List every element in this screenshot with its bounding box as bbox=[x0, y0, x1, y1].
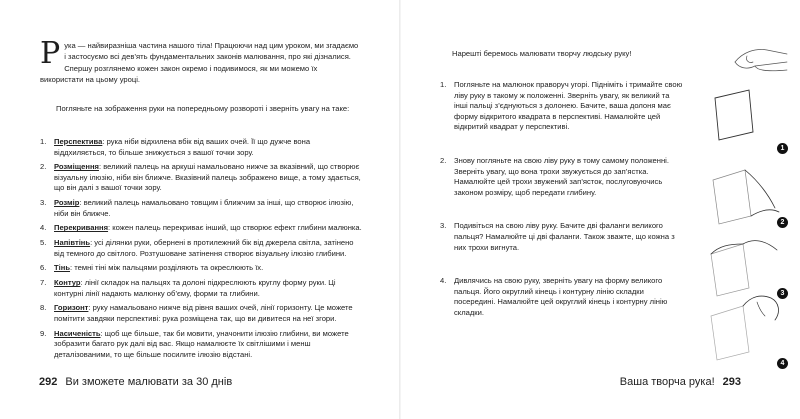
list-item bbox=[40, 162, 362, 194]
item-term: Напівтінь bbox=[54, 238, 91, 248]
step-item bbox=[440, 221, 685, 253]
list-item bbox=[40, 329, 362, 361]
item-text: : руку намальовано нижче від рівня ваших очей, лінії горизонту. Це можете помітити завдяки перспективі: рука розміщена так, що ви дивитеся на неї згори. bbox=[54, 303, 353, 323]
list-item bbox=[40, 223, 362, 234]
step-text: Погляньте на малюнок праворуч угорі. Підніміть і тримайте свою ліву руку в такому ж положенні. Зверніть увагу, як великий та інші пальці з’єднуються з долонею. Бачите, ваша долоня має форму відкритого квадрата в перспективі. Намалюйте цей відкритий квадрат у перспективі. bbox=[454, 80, 683, 132]
step-badge-2: 2 bbox=[777, 217, 788, 228]
steps-list bbox=[440, 80, 685, 319]
hand-drawing-illustration bbox=[695, 40, 795, 380]
item-number: 5. bbox=[40, 238, 47, 248]
step-item bbox=[440, 156, 685, 198]
item-text: : усі ділянки руки, обернені в протилежний бік від джерела світла, затінено від темного до світлого. Розтушоване затінення створює візуальну ілюзію глибини. bbox=[54, 238, 354, 258]
item-number: 6. bbox=[40, 263, 47, 273]
item-text: : великий палець на аркуші намальовано нижче за вказівний, що створює візуальну ілюзію, ніби він ближче. Вказівний палець зображено вище, а тому здається, що він далі з вашої точки зору. bbox=[54, 162, 361, 193]
item-number: 1. bbox=[40, 137, 47, 146]
item-text: : великий палець намальовано товщим і ближчим за інші, що створює ілюзію, ніби він ближче. bbox=[54, 198, 354, 218]
step-text: Подивіться на свою ліву руку. Бачите дві фаланги великого пальця? Намалюйте ці дві фаланги. Також зважте, що кожна з них трохи вигнута. bbox=[454, 221, 675, 252]
right-footer bbox=[620, 376, 741, 388]
item-text: : темні тіні між пальцями розділяють та окреслюють їх. bbox=[70, 263, 264, 273]
intro-paragraph bbox=[40, 36, 362, 86]
step-number: 3. bbox=[440, 221, 447, 231]
list-item bbox=[40, 238, 362, 259]
step-badge-1: 1 bbox=[777, 143, 788, 154]
step-badge-4: 4 bbox=[777, 358, 788, 369]
item-term: Насиченість bbox=[54, 328, 101, 338]
item-term: Розміщення bbox=[54, 162, 99, 172]
right-intro: Нарешті беремось малювати творчу людську руку! bbox=[452, 49, 632, 58]
item-number: 4. bbox=[40, 223, 47, 233]
principles-list bbox=[40, 137, 362, 365]
step-number: 4. bbox=[440, 276, 447, 286]
step-item bbox=[440, 276, 685, 318]
item-text: : щоб ще більше, так би мовити, уначонити ілюзію глибини, ви можете зобразити багато рук далі від вас. Якщо намалюєте їх світлішими і менш деталізованими, то ще більше посилите ілюзію відстані. bbox=[54, 328, 349, 359]
item-number: 2. bbox=[40, 162, 47, 172]
drop-cap: Р bbox=[40, 36, 61, 71]
step-text: Дивлячись на свою руку, зверніть увагу на форму великого пальця. Його округлий кінець і контурну лінію складки посередині. Намалюйте цей округлий кінець і контурну лінію складки. bbox=[454, 276, 668, 317]
list-item bbox=[40, 303, 362, 324]
running-title: Ваша творча рука! bbox=[619, 376, 715, 388]
item-term: Тінь bbox=[54, 263, 71, 273]
hand-sketches bbox=[695, 40, 795, 380]
right-page bbox=[400, 0, 800, 419]
list-item bbox=[40, 137, 362, 158]
running-title: Ви зможете малювати за 30 днів bbox=[65, 376, 233, 388]
item-term: Перекривання bbox=[54, 223, 109, 233]
step-text: Знову погляньте на свою ліву руку в тому самому положенні. Зверніть увагу, що вона трохи звужується до зап’ястка. Намалюйте цей трохи звужений зап’ясток, послуговуючись законом розміру, щоб передати глибину. bbox=[454, 155, 669, 197]
item-term: Контур bbox=[54, 278, 81, 288]
list-item bbox=[40, 198, 362, 219]
intro-text: ука — найвиразніша частина нашого тіла! Працюючи над цим уроком, ми згадаємо і застосуємо всі дев’ять фундаментальних законів малювання, про які дізналися. Спершу розглянемо кожен закон окремо і подивимося, як ми можемо їх використати на цьому уроці. bbox=[40, 41, 359, 85]
step-badge-3: 3 bbox=[777, 288, 788, 299]
item-number: 9. bbox=[40, 328, 47, 338]
item-text: : лінії складок на пальцях та долоні підкреслюють круглу форму руки. Ці контурні лінії надають малюнку об’єму, форми та глибини. bbox=[54, 278, 336, 298]
item-term: Розмір bbox=[54, 198, 80, 208]
left-footer bbox=[39, 376, 232, 388]
item-number: 3. bbox=[40, 198, 47, 208]
step-item bbox=[440, 80, 685, 133]
page-number: 292 bbox=[39, 376, 58, 388]
item-term: Перспектива bbox=[54, 137, 103, 146]
item-term: Горизонт bbox=[54, 303, 89, 313]
item-number: 7. bbox=[40, 278, 47, 288]
step-number: 2. bbox=[440, 155, 447, 165]
item-text: : кожен палець перекриває інший, що створює ефект глибини малюнка. bbox=[108, 223, 362, 233]
item-text: : рука ніби відхилена вбік від ваших очей. Її що дужче вона віддхиляється, то більше знижується з вашої точки зору. bbox=[54, 137, 311, 157]
list-item bbox=[40, 278, 362, 299]
step-number: 1. bbox=[440, 80, 447, 89]
list-item bbox=[40, 263, 362, 274]
item-number: 8. bbox=[40, 303, 47, 313]
lead-paragraph: Погляньте на зображення руки на попередньому розвороті і зверніть увагу на таке: bbox=[56, 104, 350, 113]
page-number: 293 bbox=[722, 376, 741, 388]
